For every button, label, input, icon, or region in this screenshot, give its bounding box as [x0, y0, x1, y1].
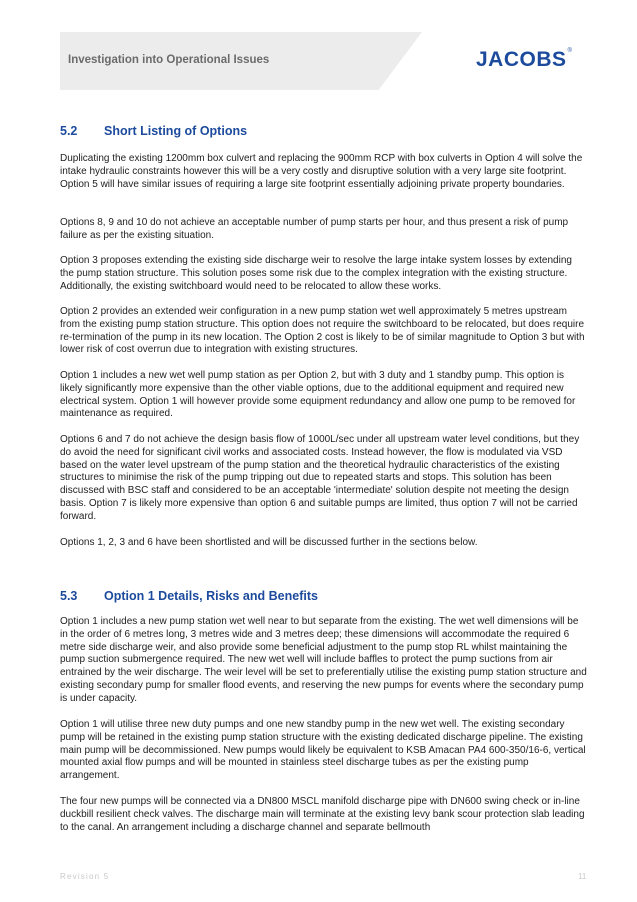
paragraph: Option 1 will utilise three new duty pumps and one new standby pump in the new wet well. The existing secondary pump will be retained in the existing pump station structure with the existing dedicated discharge pipeline. The existing main pump will be decommissioned. New pumps would likely be equivalent to KSB Amacan PA4 600-350/16-6, vertical mounted axial flow pumps and will be mounted in stainless steel discharge tubes as per the existing pump arrangement.: [60, 719, 586, 782]
footer-revision: Revision 5: [60, 872, 110, 881]
section-title: Option 1 Details, Risks and Benefits: [104, 589, 318, 603]
footer-page-number: 11: [578, 872, 587, 881]
section-heading-5-3: [60, 589, 318, 603]
paragraph: Options 8, 9 and 10 do not achieve an acceptable number of pump starts per hour, and thus present a risk of pump failure as per the existing situation.: [60, 217, 569, 241]
logo-registered-mark: ®: [567, 48, 573, 54]
section-title: Short Listing of Options: [104, 124, 248, 138]
paragraph: Option 2 provides an extended weir configuration in a new pump station wet well approximately 5 metres upstream from the existing pump station structure. This option does not require the switchboard to be relocated, but does require re-termination of the pump in its new location. The Option 2 cost is likely to be of similar magnitude to Option 3 but with lower risk of cost overrun due to integration with existing structures.: [60, 306, 585, 356]
paragraph: Option 3 proposes extending the existing side discharge weir to resolve the large intake system losses by extending the pump station structure. This solution poses some risk due to the complex integration with the existing structure. Additionally, the existing switchboard would need to be relocated to allow these works.: [60, 255, 572, 292]
paragraph: Options 1, 2, 3 and 6 have been shortlisted and will be discussed further in the sections below.: [60, 537, 478, 548]
logo-text: JACOBS: [476, 48, 567, 71]
document-title: Investigation into Operational Issues: [68, 54, 270, 66]
paragraph: Duplicating the existing 1200mm box culvert and replacing the 900mm RCP with box culverts in Option 4 will solve the intake hydraulic constraints however this will be a very costly and disruptive solution with a very large site footprint. Option 5 will have similar issues of requiring a large site footprint essentially adjoining private property boundaries.: [60, 153, 583, 190]
paragraph: Option 1 includes a new pump station wet well near to but separate from the existing. The wet well dimensions will be in the order of 6 metres long, 3 metres wide and 3 metres deep; these dimensions will accommodate the required 6 metre side discharge weir, and also provide some beneficial adjustment to the pump stop RL whilst maintaining the pump suction submergence required. The new wet well will include baffles to protect the pump suctions from air entrained by the weir discharge. The weir level will be set to preferentially utilise the existing pump station structure and existing secondary pump for smaller flood events, and reserving the new pumps for events where the secondary pump is under capacity.: [60, 616, 587, 704]
section-heading-5-2: [60, 124, 247, 138]
paragraph: Options 6 and 7 do not achieve the design basis flow of 1000L/sec under all upstream water level conditions, but they do avoid the need for significant civil works and associated costs. Instead however, the flow is modulated via VSD based on the water level upstream of the pump station and the theoretical hydraulic characteristics of the existing structures to minimise the risk of the pump tripping out due to repeated starts and stops. This solution has been discussed with BSC staff and considered to be an acceptable 'intermediate' solution despite not meeting the design basis. Option 7 is likely more expensive than option 6 and suitable pumps are limited, thus option 7 will not be carried forward.: [60, 434, 580, 522]
section-number: 5.3: [60, 589, 78, 603]
paragraph: Option 1 includes a new wet well pump station as per Option 2, but with 3 duty and 1 standby pump. This option is likely significantly more expensive than the other viable options, due to the additional equipment and required new electrical system. Option 1 will however provide some equipment redundancy and allow one pump to be removed for maintenance as required.: [60, 370, 576, 420]
paragraph: The four new pumps will be connected via a DN800 MSCL manifold discharge pipe with DN600 swing check or in-line duckbill resilient check valves. The discharge main will terminate at the existing levy bank scour protection slab leading to the canal. An arrangement including a discharge channel and separate bellmouth: [60, 796, 585, 833]
section-number: 5.2: [60, 124, 78, 138]
company-logo: [476, 48, 572, 72]
